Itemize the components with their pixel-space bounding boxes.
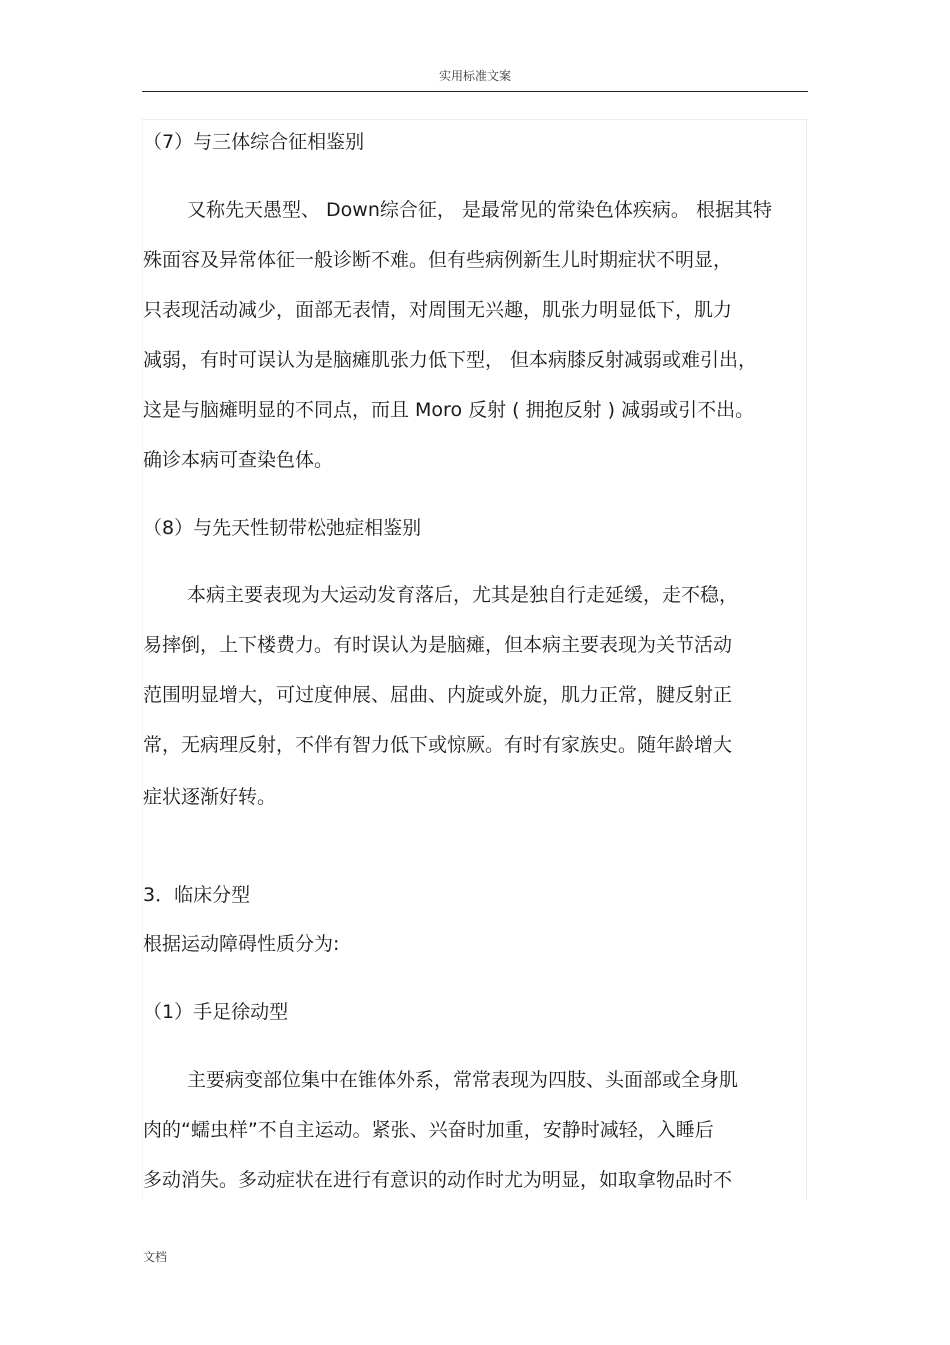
heading-8: （8）与先天性韧带松弛症相鉴别 <box>143 517 422 539</box>
paragraph-line: 肉的“蠕虫样”不自主运动。紧张、兴奋时加重，安静时减轻，入睡后 <box>143 1119 714 1141</box>
paragraph-line: 根据运动障碍性质分为: <box>143 933 340 955</box>
paragraph-line: 只表现活动减少，面部无表情，对周围无兴趣，肌张力明显低下，肌力 <box>143 299 733 321</box>
paragraph-line: 症状逐渐好转。 <box>143 786 277 808</box>
page-footer-text: 文档 <box>143 1250 168 1264</box>
section-heading-3: 3．临床分型 <box>143 884 251 906</box>
content-frame <box>142 119 807 1201</box>
header-rule <box>142 91 808 92</box>
paragraph-line: 范围明显增大，可过度伸展、屈曲、内旋或外旋，肌力正常，腱反射正 <box>143 684 733 706</box>
paragraph-line: 常，无病理反射，不伴有智力低下或惊厥。有时有家族史。随年龄增大 <box>143 734 733 756</box>
paragraph-line: 殊面容及异常体征一般诊断不难。但有些病例新生儿时期症状不明显， <box>143 249 733 271</box>
paragraph-line: 这是与脑瘫明显的不同点，而且 Moro 反射 ( 拥抱反射 ) 减弱或引不出。 <box>143 399 755 421</box>
page-header-title: 实用标准文案 <box>438 69 511 83</box>
heading-7: （7）与三体综合征相鉴别 <box>143 131 365 153</box>
paragraph-line: 减弱，有时可误认为是脑瘫肌张力低下型， 但本病膝反射减弱或难引出， <box>143 349 758 371</box>
paragraph-line: 易摔倒，上下楼费力。有时误认为是脑瘫，但本病主要表现为关节活动 <box>143 634 733 656</box>
paragraph-line: 又称先天愚型、 Down综合征， 是最常见的常染色体疾病。 根据其特 <box>187 199 772 221</box>
paragraph-line: 多动消失。多动症状在进行有意识的动作时尤为明显，如取拿物品时不 <box>143 1169 733 1191</box>
paragraph-line: 本病主要表现为大运动发育落后，尤其是独自行走延缓，走不稳， <box>187 584 739 606</box>
paragraph-line: 确诊本病可查染色体。 <box>143 449 334 471</box>
paragraph-line: 主要病变部位集中在锥体外系，常常表现为四肢、头面部或全身肌 <box>187 1069 739 1091</box>
heading-1: （1）手足徐动型 <box>143 1001 289 1023</box>
